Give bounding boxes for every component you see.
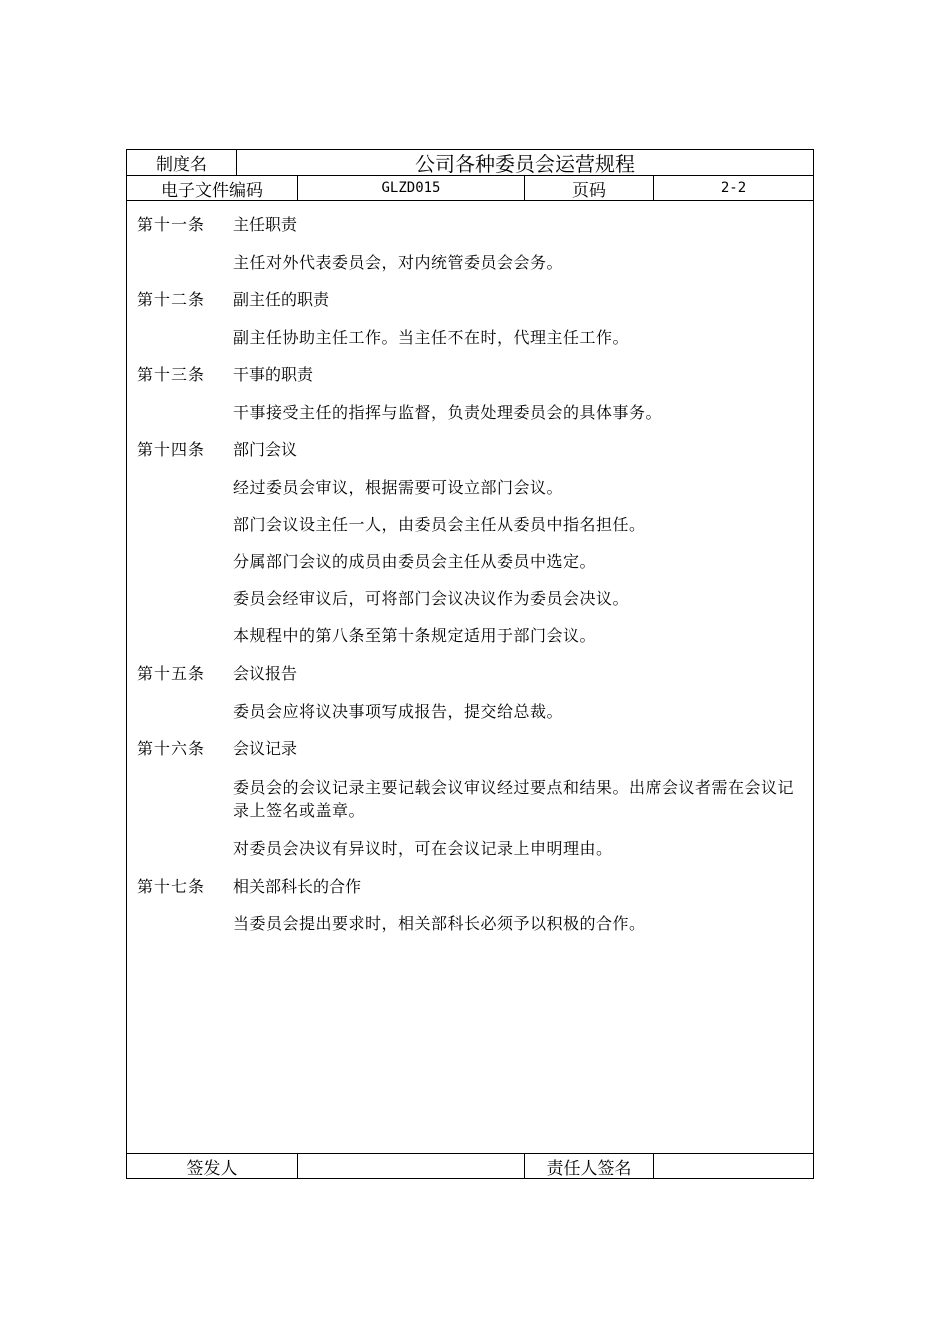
article-number: 第十二条 (137, 290, 206, 309)
signature-row (127, 1153, 813, 1178)
title-row (127, 150, 813, 176)
article-title: 部门会议 (233, 440, 298, 459)
page-value: 2-2 (653, 176, 813, 200)
article-title: 会议报告 (233, 664, 298, 683)
article-heading (137, 664, 297, 684)
article-title: 干事的职责 (233, 365, 314, 384)
article-number: 第十七条 (137, 877, 206, 896)
article-number: 第十六条 (137, 739, 206, 758)
article-heading (137, 365, 313, 385)
article-heading (137, 739, 297, 759)
responsible-label: 责任人签名 (524, 1154, 653, 1178)
article-title: 主任职责 (233, 215, 298, 234)
article-paragraph: 分属部门会议的成员由委员会主任从委员中选定。 (233, 552, 597, 571)
article-paragraph: 经过委员会审议，根据需要可设立部门会议。 (233, 478, 564, 497)
issuer-label: 签发人 (186, 1158, 238, 1179)
article-paragraph: 干事接受主任的指挥与监督，负责处理委员会的具体事务。 (233, 403, 663, 422)
article-number: 第十五条 (137, 664, 206, 683)
code-value: GLZD015 (297, 176, 524, 200)
article-heading (137, 440, 297, 460)
code-row (127, 176, 813, 201)
article-number: 第十一条 (137, 215, 206, 234)
article-number: 第十三条 (137, 365, 206, 384)
article-paragraph: 当委员会提出要求时，相关部科长必须予以积极的合作。 (233, 914, 646, 933)
article-heading (137, 877, 361, 897)
article-paragraph: 委员会经审议后，可将部门会议决议作为委员会决议。 (233, 589, 630, 608)
article-heading (137, 215, 297, 235)
article-number: 第十四条 (137, 440, 206, 459)
article-title: 会议记录 (233, 739, 298, 758)
page-label: 页码 (524, 176, 653, 200)
article-paragraph: 委员会的会议记录主要记载会议审议经过要点和结果。出席会议者需在会议记录上签名或盖章。 (233, 778, 795, 820)
name-label: 制度名 (156, 155, 207, 175)
article-heading (137, 290, 329, 310)
regulation-title: 公司各种委员会运营规程 (236, 150, 813, 175)
article-paragraph: 对委员会决议有异议时，可在会议记录上申明理由。 (233, 839, 613, 858)
regulation-form (126, 149, 814, 1179)
article-paragraph: 部门会议设主任一人，由委员会主任从委员中指名担任。 (233, 515, 646, 534)
issuer-field[interactable] (297, 1154, 524, 1178)
code-label: 电子文件编码 (161, 180, 263, 201)
article-paragraph: 本规程中的第八条至第十条规定适用于部门会议。 (233, 626, 597, 645)
article-title: 相关部科长的合作 (233, 877, 362, 896)
responsible-field[interactable] (653, 1154, 813, 1178)
article-paragraph: 主任对外代表委员会，对内统管委员会会务。 (233, 253, 564, 272)
article-paragraph: 副主任协助主任工作。当主任不在时，代理主任工作。 (233, 328, 630, 347)
article-title: 副主任的职责 (233, 290, 330, 309)
article-paragraph: 委员会应将议决事项写成报告，提交给总裁。 (233, 702, 564, 721)
